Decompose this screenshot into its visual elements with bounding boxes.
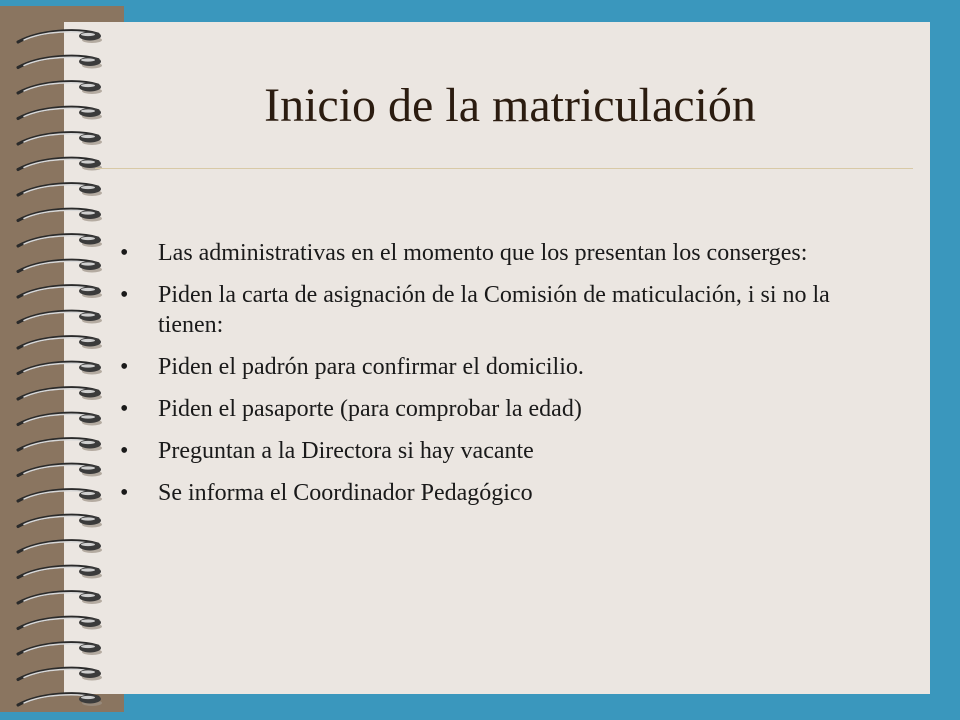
spiral-ring xyxy=(18,337,102,349)
bullet-item xyxy=(118,436,878,466)
spiral-ring xyxy=(18,31,102,43)
spiral-ring xyxy=(18,464,102,476)
spiral-ring xyxy=(18,133,102,145)
spiral-ring xyxy=(18,388,102,400)
spiral-ring xyxy=(18,56,102,68)
spiral-ring xyxy=(18,490,102,502)
spiral-ring xyxy=(18,184,102,196)
bullet-text: Preguntan a la Directora si hay vacante xyxy=(158,438,534,464)
spiral-ring xyxy=(18,694,102,706)
bullet-item xyxy=(118,394,878,424)
spiral-ring xyxy=(18,158,102,170)
bullet-dot: • xyxy=(120,480,129,506)
bullet-dot: • xyxy=(120,438,129,464)
spiral-ring xyxy=(18,311,102,323)
spiral-ring xyxy=(18,515,102,527)
bullet-dot: • xyxy=(120,396,129,422)
bullet-dot: • xyxy=(120,282,129,308)
spiral-ring xyxy=(18,209,102,221)
bullet-text: Piden la carta de asignación de la Comisión de maticulación, i si no la tienen: xyxy=(158,282,830,338)
spiral-ring xyxy=(18,235,102,247)
spiral-ring xyxy=(18,617,102,629)
spiral-ring xyxy=(18,260,102,272)
spiral-ring xyxy=(18,362,102,374)
bullet-item xyxy=(118,238,878,268)
spiral-ring xyxy=(18,413,102,425)
bullet-item xyxy=(118,478,878,508)
bullet-dot: • xyxy=(120,240,129,266)
spiral-ring xyxy=(18,643,102,655)
bullet-text: Las administrativas en el momento que los presentan los conserges: xyxy=(158,240,808,266)
bullet-dot: • xyxy=(120,354,129,380)
spiral-ring xyxy=(18,439,102,451)
title-divider xyxy=(95,168,913,169)
bullet-item xyxy=(118,352,878,382)
spiral-ring xyxy=(18,592,102,604)
slide-title: Inicio de la matriculación xyxy=(264,79,756,132)
bullet-item xyxy=(118,280,878,340)
spiral-ring xyxy=(18,668,102,680)
bullet-text: Piden el pasaporte (para comprobar la edad) xyxy=(158,396,582,422)
spiral-ring xyxy=(18,541,102,553)
spiral-ring xyxy=(18,566,102,578)
spiral-ring xyxy=(18,286,102,298)
bullet-text: Piden el padrón para confirmar el domicilio. xyxy=(158,354,584,380)
bullet-text: Se informa el Coordinador Pedagógico xyxy=(158,480,533,506)
bullet-list xyxy=(118,238,878,520)
